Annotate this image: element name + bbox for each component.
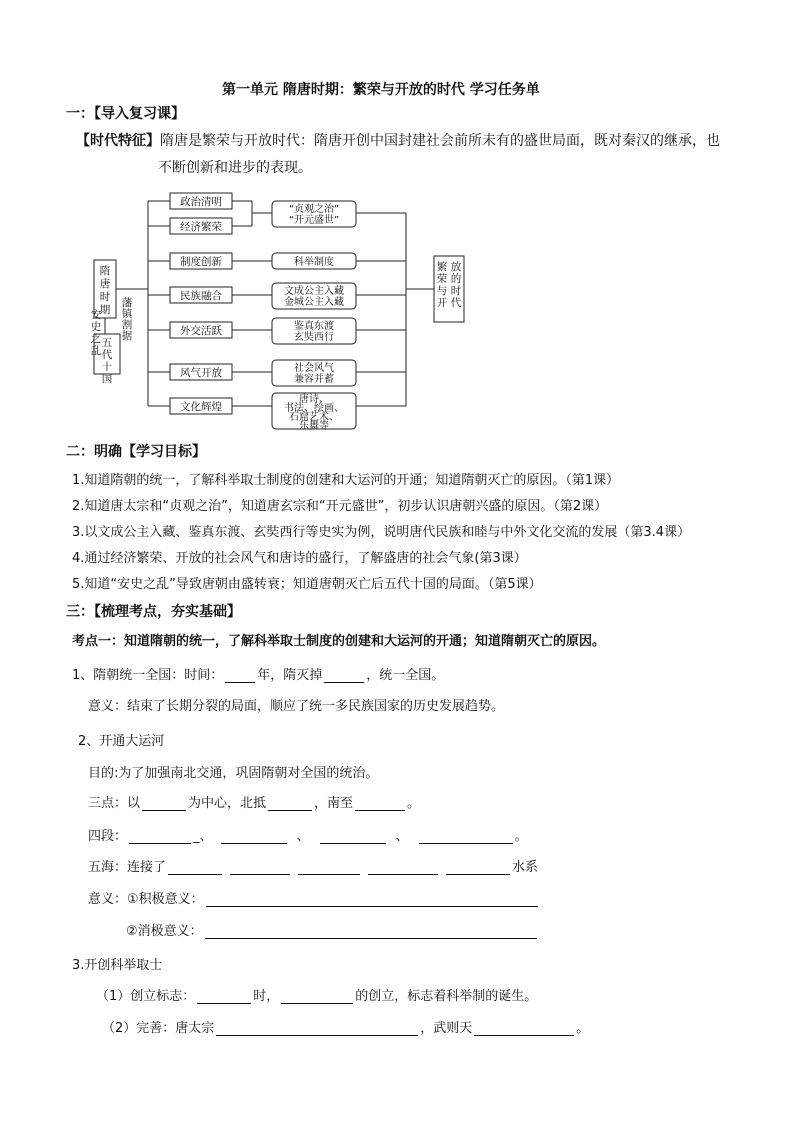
- final-label-char: 放: [450, 261, 462, 273]
- box-customs: 风气开放: [180, 367, 222, 379]
- era-feature-tag: 【时代特征】: [76, 133, 160, 149]
- result-wencheng: 文成公主入藏: [284, 286, 344, 297]
- q2-south-label: ，南至: [314, 796, 354, 811]
- q1-line: [72, 664, 444, 683]
- q2-four-sep1: _、: [193, 829, 213, 844]
- era-feature-text-1: 隋唐是繁荣与开放时代：隋唐开创中国封建社会前所未有的盛世局面，既对秦汉的继承，也: [160, 133, 720, 149]
- anshi-rebellion-label-char: 乱: [90, 345, 102, 357]
- q2-title: 2、开通大运河: [78, 734, 165, 749]
- result-keju: 科举制度: [294, 257, 334, 268]
- q2-section4-blank[interactable]: [419, 829, 513, 844]
- section2-heading: 二：明确【学习目标】: [66, 444, 206, 460]
- q2-water3-blank[interactable]: [298, 860, 360, 875]
- section1-heading: 一：【导入复习课】: [66, 106, 185, 122]
- q2-positive-blank[interactable]: [206, 892, 538, 907]
- q2-water4-blank[interactable]: [368, 860, 438, 875]
- q3-era-blank[interactable]: [197, 989, 251, 1004]
- q2-four-sep3: 、: [395, 829, 409, 844]
- q2-center-blank[interactable]: [142, 796, 186, 811]
- result-grotto: 石窟艺术、: [289, 412, 339, 423]
- q2-north-label: 为中心，北抵: [188, 796, 267, 811]
- result-jincheng: 金城公主入藏: [284, 297, 344, 308]
- final-label-char: 与: [436, 285, 448, 297]
- q1-mid: 年，隋灭掉: [257, 668, 323, 683]
- q2-south-blank[interactable]: [355, 796, 405, 811]
- result-calligraphy: 书法、绘画、: [284, 403, 344, 414]
- q3-founding-end: 的创立，标志着科举制的诞生。: [355, 989, 538, 1004]
- q2-water5-blank[interactable]: [446, 860, 510, 875]
- left-bottom-label-char: 十: [101, 361, 113, 373]
- box-diplomacy: 外交活跃: [180, 325, 222, 337]
- section3-heading: 三：【梳理考点，夯实基础】: [66, 604, 241, 620]
- q2-five-waters: [88, 856, 538, 875]
- q2-section2-blank[interactable]: [221, 829, 287, 844]
- q2-positive-label: 意义：①积极意义：: [88, 892, 204, 907]
- q2-five-label: 五海：连接了: [88, 860, 167, 875]
- anshi-rebellion-label-char: 安: [90, 309, 102, 321]
- final-label-char: 繁: [436, 261, 448, 273]
- q3-title: 3.开创科举取士: [72, 958, 163, 973]
- q3-wuzetian-blank[interactable]: [474, 1021, 574, 1036]
- era-feature-text-2: 不断创新和进步的表现。: [158, 160, 312, 176]
- q2-three-end: 。: [407, 796, 421, 811]
- q2-four-sep2: 、: [296, 829, 310, 844]
- result-zhenguan: “贞观之治”: [288, 204, 340, 215]
- final-label-char: 开: [436, 297, 448, 309]
- final-label-char: 的: [450, 273, 462, 285]
- q3-founding-mid: 时，: [253, 989, 280, 1004]
- era-diagram: [80, 180, 480, 440]
- q2-three-points: [88, 792, 420, 811]
- left-bottom-label-char: 代: [101, 349, 113, 361]
- q2-four-label: 四段：: [88, 829, 128, 844]
- q3-subject-blank[interactable]: [281, 989, 353, 1004]
- goal-item-1: 1.知道隋朝的统一，了解科举取士制度的创建和大运河的开通；知道隋朝灭亡的原因。（第1课）: [72, 473, 620, 488]
- left-bottom-label-char: 国: [101, 373, 113, 385]
- era-feature-line-1: [76, 130, 720, 150]
- q2-negative-blank[interactable]: [205, 924, 537, 939]
- goal-item-2: 2.知道唐太宗和“贞观之治”，知道唐玄宗和“开元盛世”，初步认识唐朝兴盛的原因。（第2课）: [72, 499, 608, 514]
- q1-label: 1、隋朝统一全国：时间：: [72, 668, 224, 683]
- goal-item-3: 3.以文成公主入藏、鉴真东渡、玄奘西行等史实为例，说明唐代民族和睦与中外文化交流的发展（第3.4课）: [72, 525, 691, 540]
- q2-section3-blank[interactable]: [320, 829, 386, 844]
- q2-significance-negative: [126, 920, 539, 939]
- box-system: 制度创新: [180, 256, 222, 268]
- result-music-dance: 乐舞等: [299, 421, 329, 432]
- q2-north-blank[interactable]: [268, 796, 312, 811]
- fanzhen-label-char: 割: [121, 319, 133, 331]
- q1-end: ，统一全国。: [366, 668, 445, 683]
- goal-item-5: 5.知道“安史之乱”导致唐朝由盛转衰；知道唐朝灭亡后五代十国的局面。（第5课）: [72, 577, 542, 592]
- final-label-char: 荣: [436, 273, 448, 285]
- result-poetry: 唐诗、: [299, 394, 329, 405]
- left-bottom-label-char: 五: [101, 337, 113, 349]
- final-label-char: 代: [450, 297, 462, 309]
- goal-item-4: 4.通过经济繁荣、开放的社会风气和唐诗的盛行，了解盛唐的社会气象(第3课）: [72, 551, 527, 566]
- q3-wuzetian-label: ，武则天: [420, 1021, 473, 1036]
- fanzhen-label-char: 据: [121, 330, 133, 342]
- q3-taizong-blank[interactable]: [216, 1021, 418, 1036]
- left-top-label-char: 时: [99, 291, 111, 303]
- result-inclusive: 兼容并蓄: [294, 374, 334, 385]
- left-top-label-char: 期: [99, 304, 111, 316]
- q3-improvement-end: 。: [576, 1021, 590, 1036]
- q1-meaning: 意义：结束了长期分裂的局面，顺应了统一多民族国家的历史发展趋势。: [88, 699, 505, 714]
- left-top-label-char: 唐: [99, 278, 111, 290]
- q1-year-blank[interactable]: [225, 668, 255, 683]
- anshi-rebellion-label-char: 史: [90, 321, 102, 333]
- q2-three-label: 三点：以: [88, 796, 141, 811]
- q3-improvement-label: （2）完善：唐太宗: [102, 1021, 215, 1036]
- page-title: 第一单元 隋唐时期：繁荣与开放的时代 学习任务单: [222, 82, 540, 98]
- result-jianzhen: 鉴真东渡: [294, 321, 334, 332]
- q3-improvement: [102, 1017, 589, 1036]
- q1-dynasty-blank[interactable]: [324, 668, 364, 683]
- result-xuanzang: 玄奘西行: [294, 332, 334, 343]
- q3-founding-label: （1）创立标志：: [96, 989, 196, 1004]
- q2-four-end: 。: [514, 829, 528, 844]
- box-culture: 文化辉煌: [180, 401, 222, 413]
- q2-significance-positive: [88, 888, 540, 907]
- q3-founding: [96, 985, 537, 1004]
- exam-point-1: 考点一：知道隋朝的统一，了解科举取士制度的创建和大运河的开通；知道隋朝灭亡的原因。: [72, 634, 606, 649]
- box-economy: 经济繁荣: [180, 221, 222, 233]
- result-kaiyuan: “开元盛世”: [288, 215, 340, 226]
- q2-water2-blank[interactable]: [230, 860, 290, 875]
- left-top-label-char: 隋: [99, 265, 111, 277]
- fanzhen-label-char: 镇: [121, 308, 133, 320]
- q2-negative-label: ②消极意义：: [126, 924, 203, 939]
- q2-section1-blank[interactable]: [129, 829, 191, 844]
- box-political: 政治清明: [180, 196, 222, 208]
- anshi-rebellion-label-char: 之: [90, 333, 102, 345]
- q2-purpose: 目的:为了加强南北交通，巩固隋朝对全国的统治。: [88, 766, 379, 781]
- q2-five-end: 水系: [512, 860, 539, 875]
- q2-water1-blank[interactable]: [168, 860, 222, 875]
- box-ethnic: 民族融合: [180, 290, 222, 302]
- result-social-ethos: 社会风气: [294, 363, 334, 374]
- final-label-char: 时: [450, 285, 462, 297]
- fanzhen-label-char: 藩: [121, 297, 133, 309]
- q2-four-sections: [88, 825, 528, 844]
